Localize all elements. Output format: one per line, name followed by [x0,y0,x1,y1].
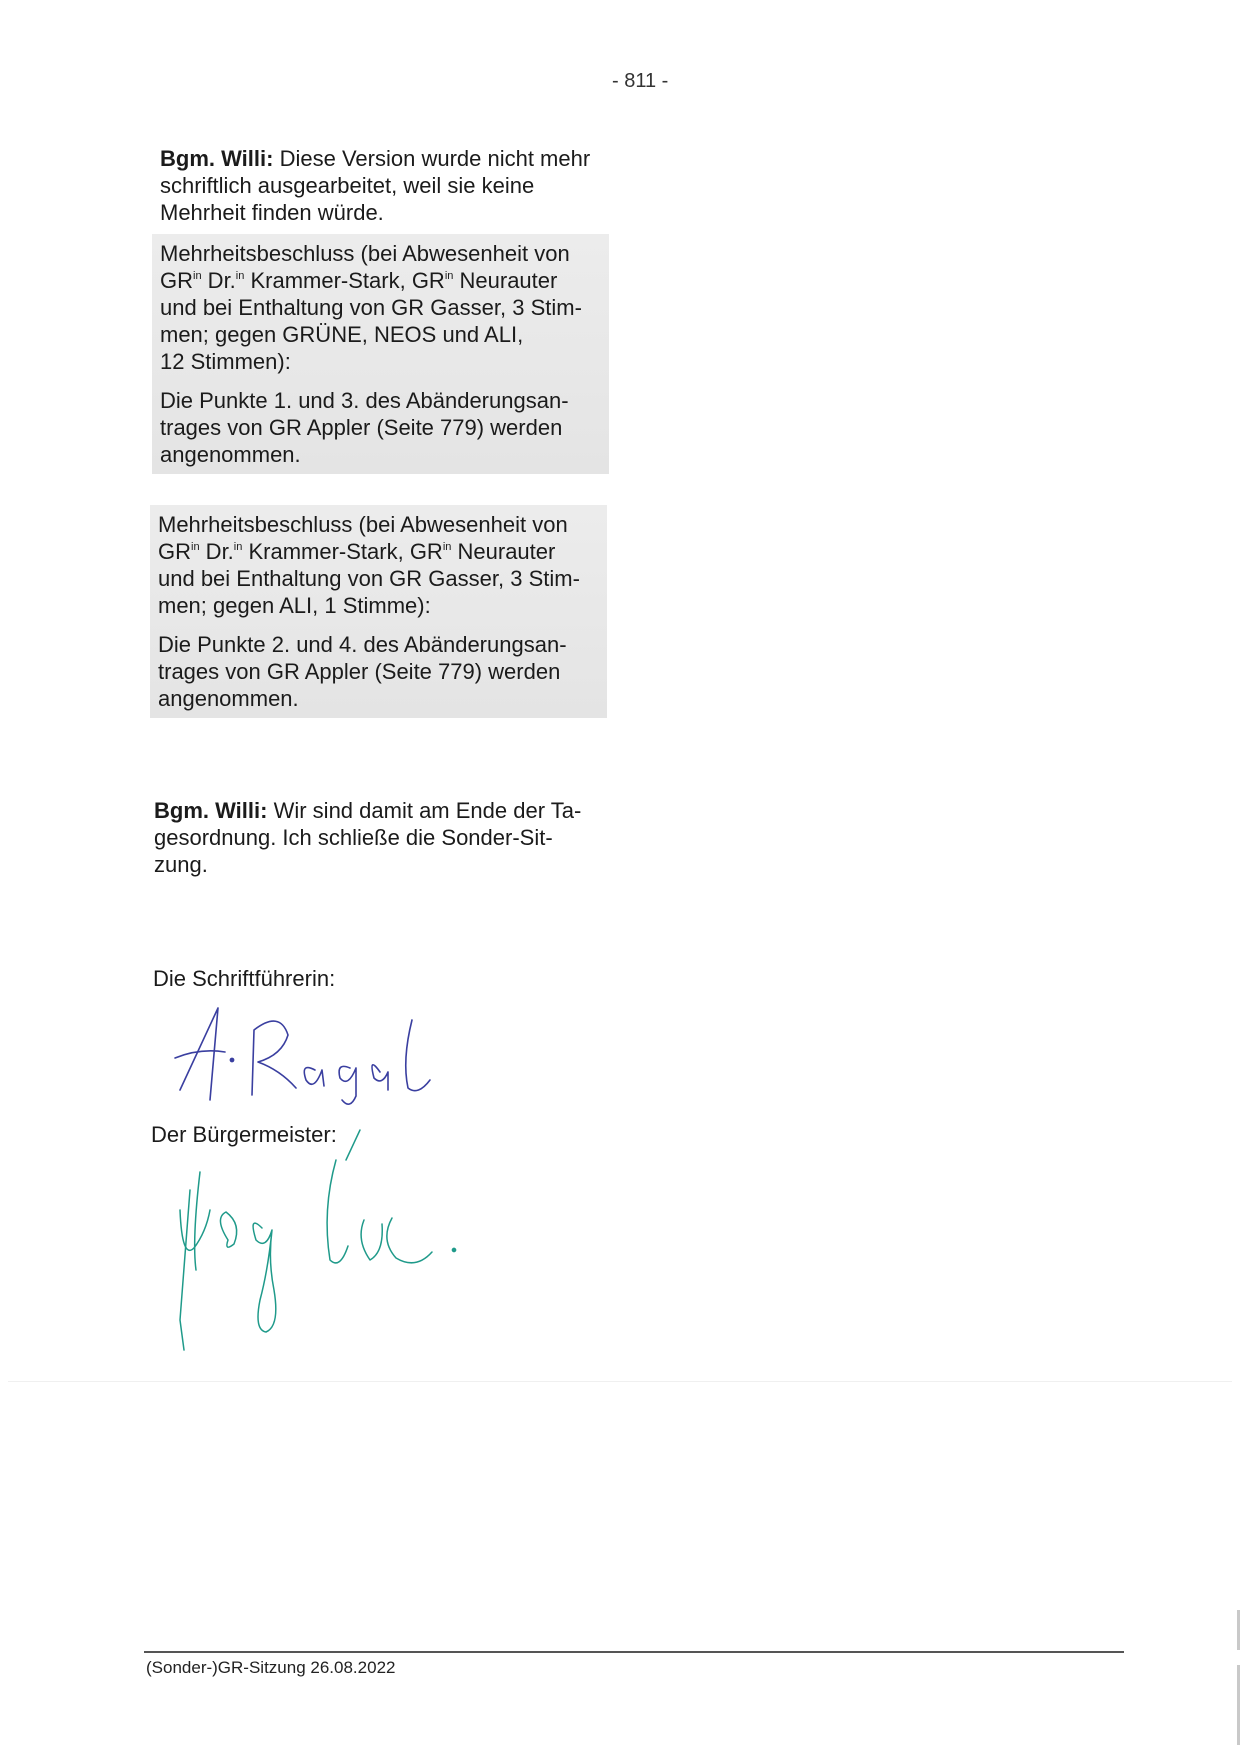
statement-mayor-1 [160,145,620,226]
secretary-label: Die Schriftführerin: [153,966,336,991]
footer-divider [144,1651,1124,1653]
mayor-signature [170,1120,470,1355]
speaker-name: Bgm. Willi: [154,798,268,823]
resolution-box-2 [150,505,607,718]
statement-mayor-2 [154,797,610,878]
resolution-vote: Mehrheitsbeschluss (bei Abwesenheit von $GR^{in}$ Dr.$^{in}$ Krammer-Stark, $GR^{in}$ Neurauter und bei Enthaltung von GR Gasser, 3 Stim- men; gegen ALI, 1 Stimme): [158,512,580,618]
secretary-signature [170,1000,450,1110]
page-number: - 811 - [612,70,669,92]
resolution-decision: Die Punkte 2. und 4. des Abänderungsan- trages von GR Appler (Seite 779) werden angenommen. [158,632,567,711]
scan-artifact-line [8,1381,1232,1382]
resolution-vote: Mehrheitsbeschluss (bei Abwesenheit von $GR^{in}$ Dr.$^{in}$ Krammer-Stark, $GR^{in}$ Neurauter und bei Enthaltung von GR Gasser, 3 Stim- men; gegen GRÜNE, NEOS und ALI, 12 Stimmen): [160,241,582,374]
footer-text: (Sonder-)GR-Sitzung 26.08.2022 [146,1658,396,1677]
statement-text: Wir sind damit am Ende der Ta- gesordnung. Ich schließe die Sonder-Sit- zung. [154,798,582,877]
speaker-name: Bgm. Willi: [160,146,274,171]
statement-text: Diese Version wurde nicht mehr schriftlich ausgearbeitet, weil sie keine Mehrheit finden würde. [160,146,591,225]
resolution-box-1 [152,234,609,474]
mayor-label: Der Bürgermeister: [151,1122,337,1147]
resolution-decision: Die Punkte 1. und 3. des Abänderungsan- trages von GR Appler (Seite 779) werden angenommen. [160,388,569,467]
